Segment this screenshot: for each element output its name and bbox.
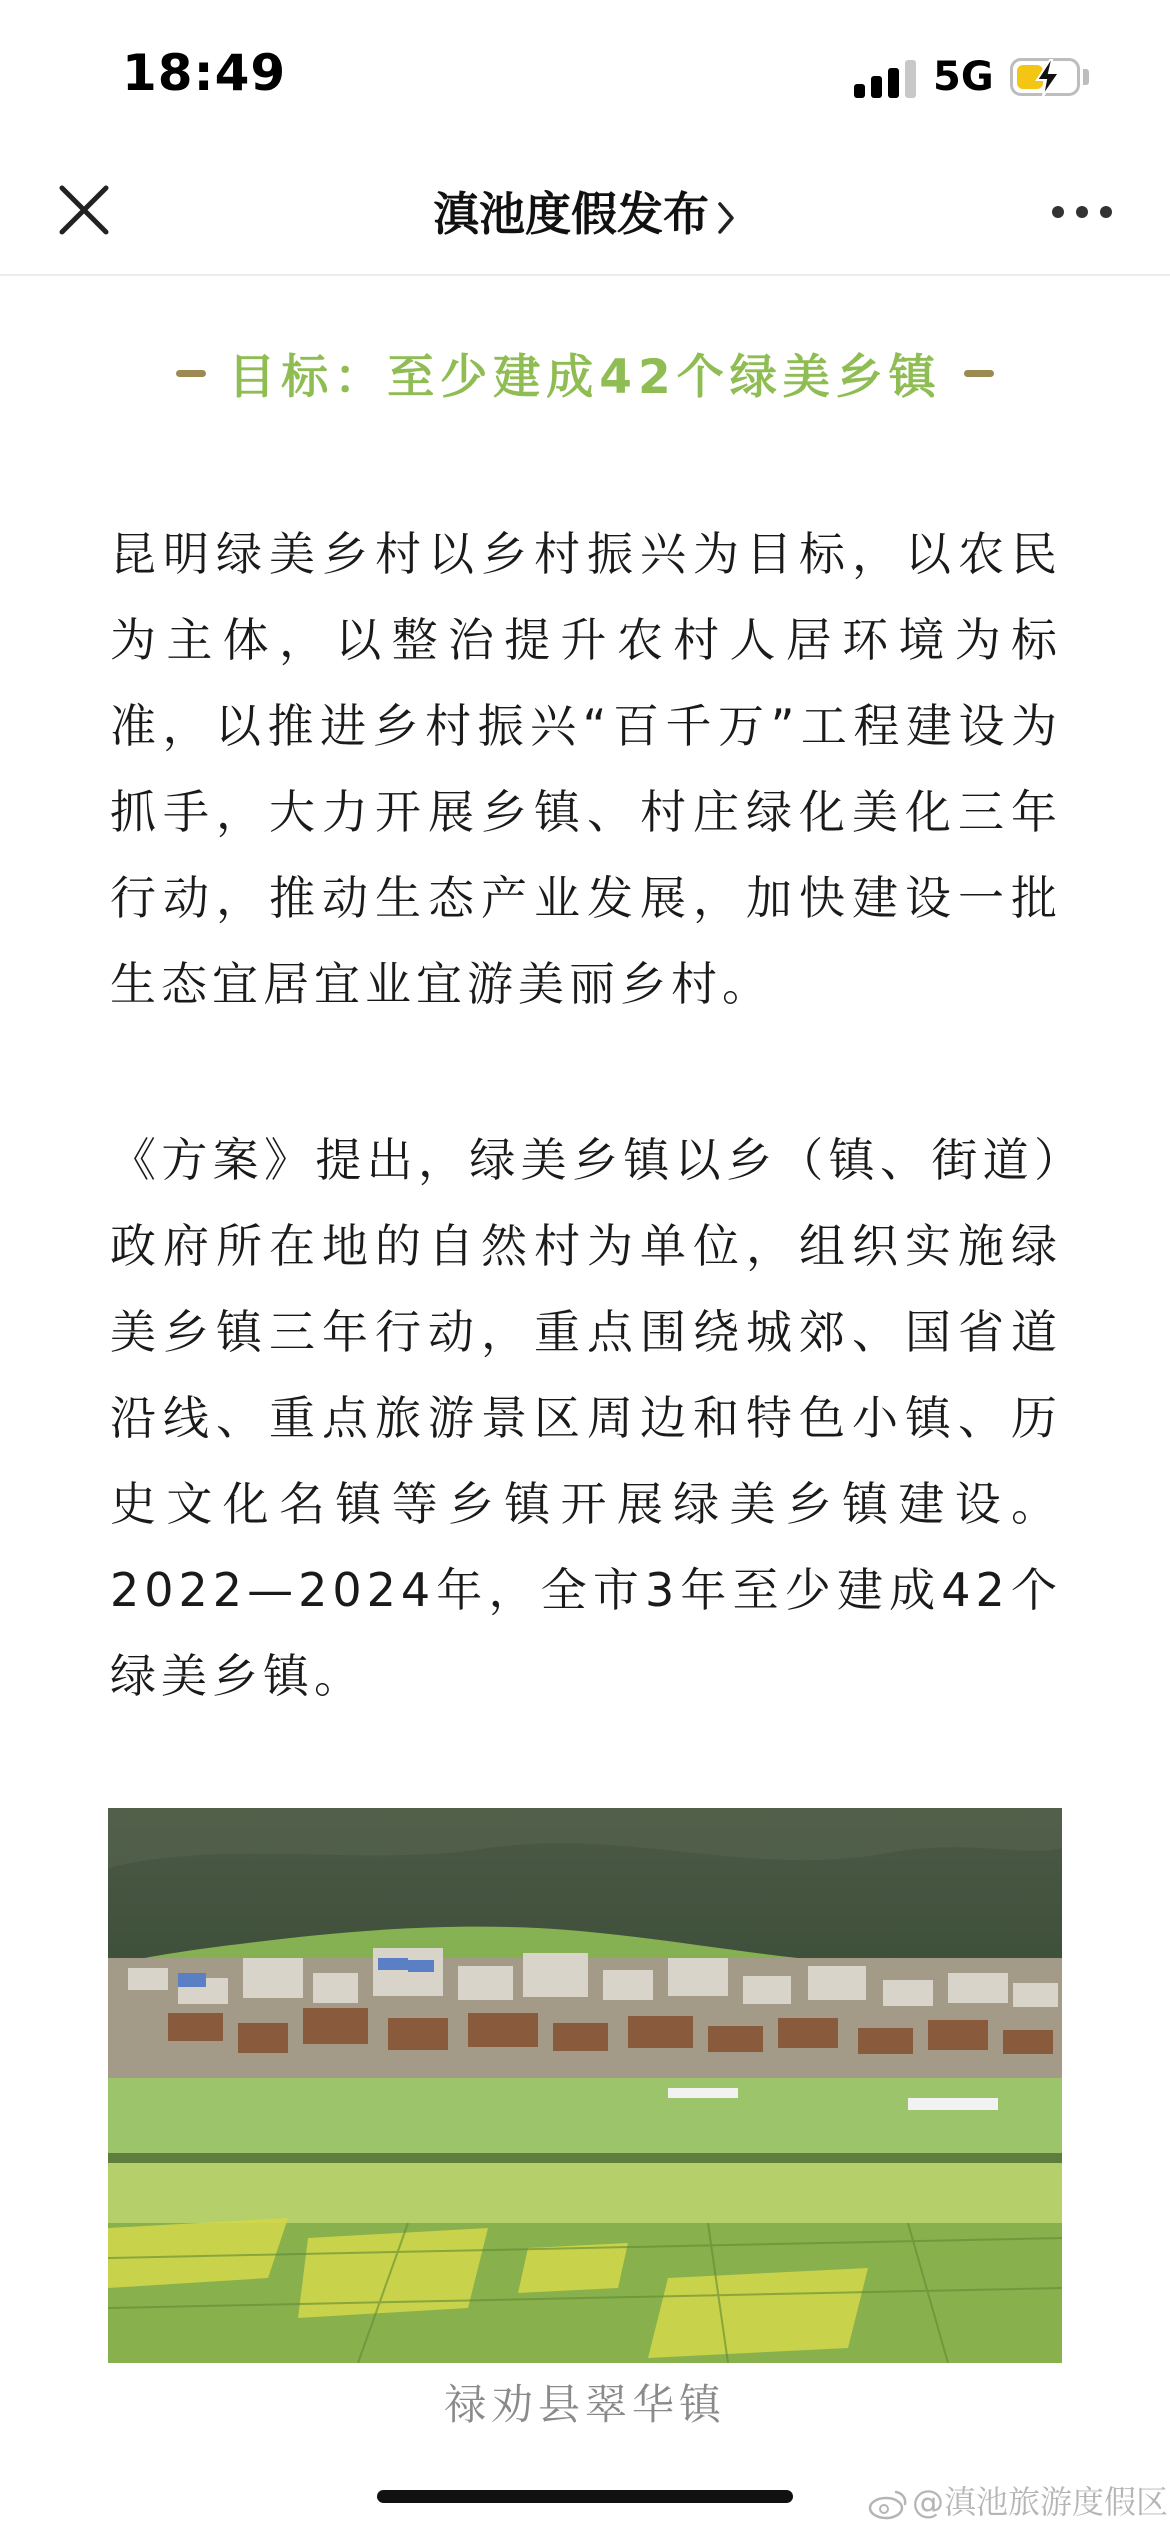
home-indicator[interactable] (377, 2490, 793, 2503)
article-paragraph-2: 《方案》提出，绿美乡镇以乡（镇、街道）政府所在地的自然村为单位，组织实施绿美乡镇三年行动，重点围绕城郊、国省道沿线、重点旅游景区周边和特色小镇、历史文化名镇等乡镇开展绿美乡镇建设。2022—2024年，全市3年至少建成42个绿美乡镇。 (110, 1133, 1062, 1703)
battery-cap (1083, 69, 1089, 85)
watermark (868, 2477, 1168, 2523)
nav-bar (0, 150, 1170, 276)
photo-caption: 禄劝县翠华镇 (443, 2380, 726, 2429)
section-heading (0, 340, 1170, 410)
section-heading-text: 目标：至少建成42个绿美乡镇 (228, 350, 942, 405)
heading-dash-right (964, 370, 994, 377)
cellular-signal-icon (854, 60, 918, 98)
more-options-button[interactable] (1050, 202, 1114, 222)
network-type-label: 5G (933, 54, 994, 100)
article-paragraph-1: 昆明绿美乡村以乡村振兴为目标，以农民为主体，以整治提升农村人居环境为标准，以推进乡村振兴“百千万”工程建设为抓手，大力开展乡镇、村庄绿化美化三年行动，推动生态产业发展，加快建设一批生态宜居宜业宜游美丽乡村。 (110, 527, 1062, 1011)
watermark-text: @滇池旅游度假区 (912, 2483, 1169, 2521)
status-time: 18:49 (122, 44, 287, 102)
article-photo[interactable] (108, 1808, 1062, 2363)
account-title: 滇池度假发布 (433, 187, 709, 241)
battery-charging-icon (1010, 58, 1080, 96)
chevron-right-icon (715, 198, 737, 238)
village-landscape-image (108, 1808, 1062, 2363)
status-bar (0, 0, 1170, 150)
weibo-logo-icon (868, 2488, 908, 2520)
account-title-link[interactable] (0, 178, 1170, 244)
heading-dash-left (176, 370, 206, 377)
